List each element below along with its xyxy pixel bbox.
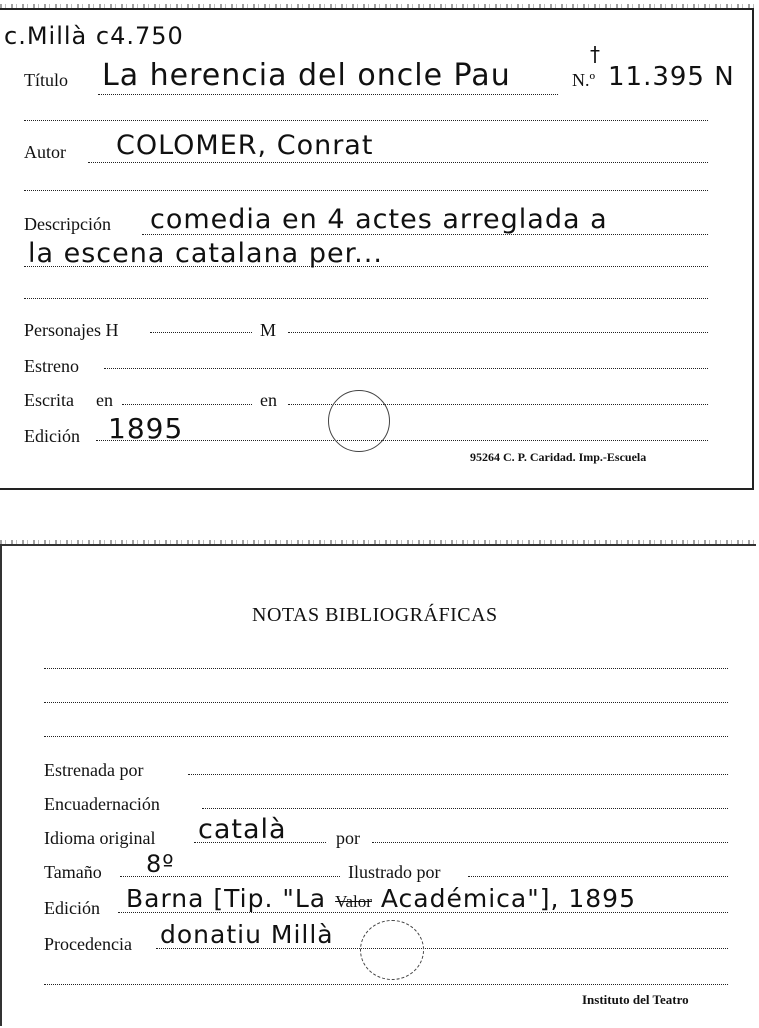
personajes-h-line	[150, 332, 252, 333]
autor-line	[88, 162, 708, 163]
notas-heading: NOTAS BIBLIOGRÁFICAS	[252, 604, 498, 626]
catalog-card-back	[0, 544, 756, 1026]
card-gap	[0, 490, 759, 542]
encuadernacion-line	[202, 808, 728, 809]
estrenada-line	[188, 774, 728, 775]
footer-institution: Instituto del Teatro	[582, 992, 689, 1007]
procedencia-label: Procedencia	[44, 934, 132, 954]
numero-value: 11.395 N	[608, 62, 735, 92]
personajes-m-line	[288, 332, 708, 333]
titulo-value: La herencia del oncle Pau	[102, 58, 511, 93]
descripcion-value-1: comedia en 4 actes arreglada a	[150, 204, 608, 235]
notas-line-1	[44, 668, 728, 669]
personajes-label: Personajes H	[24, 320, 119, 340]
escrita-line-1	[122, 404, 252, 405]
idioma-label: Idioma original	[44, 828, 156, 848]
corner-note: c.Millà c4.750	[4, 22, 184, 50]
autor-line-2	[24, 190, 708, 191]
edicion-label-back: Edición	[44, 898, 100, 918]
edicion-struck-word: Valor	[335, 892, 372, 911]
estreno-line	[104, 368, 708, 369]
procedencia-value: donatiu Millà	[160, 920, 334, 949]
escrita-label: Escrita	[24, 390, 74, 410]
descripcion-value-2: la escena catalana per...	[28, 238, 383, 269]
titulo-line	[98, 94, 558, 95]
descripcion-label: Descripción	[24, 214, 111, 234]
edicion-value-back	[126, 884, 636, 913]
autor-value: COLOMER, Conrat	[116, 130, 374, 161]
numero-label: N.º	[572, 70, 596, 90]
titulo-label: Título	[24, 70, 68, 90]
escrita-en2-label: en	[260, 390, 277, 410]
tamano-value: 8º	[146, 850, 175, 878]
ilustrado-label: Ilustrado por	[348, 862, 441, 882]
punch-hole	[328, 390, 390, 452]
notas-line-2	[44, 702, 728, 703]
ilustrado-line	[468, 876, 728, 877]
numero-mark: †	[590, 42, 601, 66]
descripcion-line-3	[24, 298, 708, 299]
notas-line-3	[44, 736, 728, 737]
encuadernacion-label: Encuadernación	[44, 794, 160, 814]
procedencia-line-2	[44, 984, 728, 985]
edicion-label: Edición	[24, 426, 80, 446]
printer-imprint: 95264 C. P. Caridad. Imp.-Escuela	[470, 450, 647, 464]
tamano-label: Tamaño	[44, 862, 102, 882]
idioma-value: català	[198, 814, 287, 845]
catalog-card-front	[0, 8, 754, 490]
edicion-line	[96, 440, 708, 441]
estreno-label: Estreno	[24, 356, 79, 376]
autor-label: Autor	[24, 142, 66, 162]
estrenada-label: Estrenada por	[44, 760, 144, 780]
edicion-value: 1895	[108, 412, 184, 445]
m-label: M	[260, 320, 277, 340]
por-label: por	[336, 828, 360, 848]
por-line	[372, 842, 728, 843]
punch-hole-back	[360, 920, 424, 980]
edicion-value-part-b: Académica"], 1895	[380, 884, 636, 913]
titulo-line-2	[24, 120, 708, 121]
edicion-value-part-a: Barna [Tip. "La	[126, 884, 327, 913]
escrita-en-label: en	[96, 390, 113, 410]
